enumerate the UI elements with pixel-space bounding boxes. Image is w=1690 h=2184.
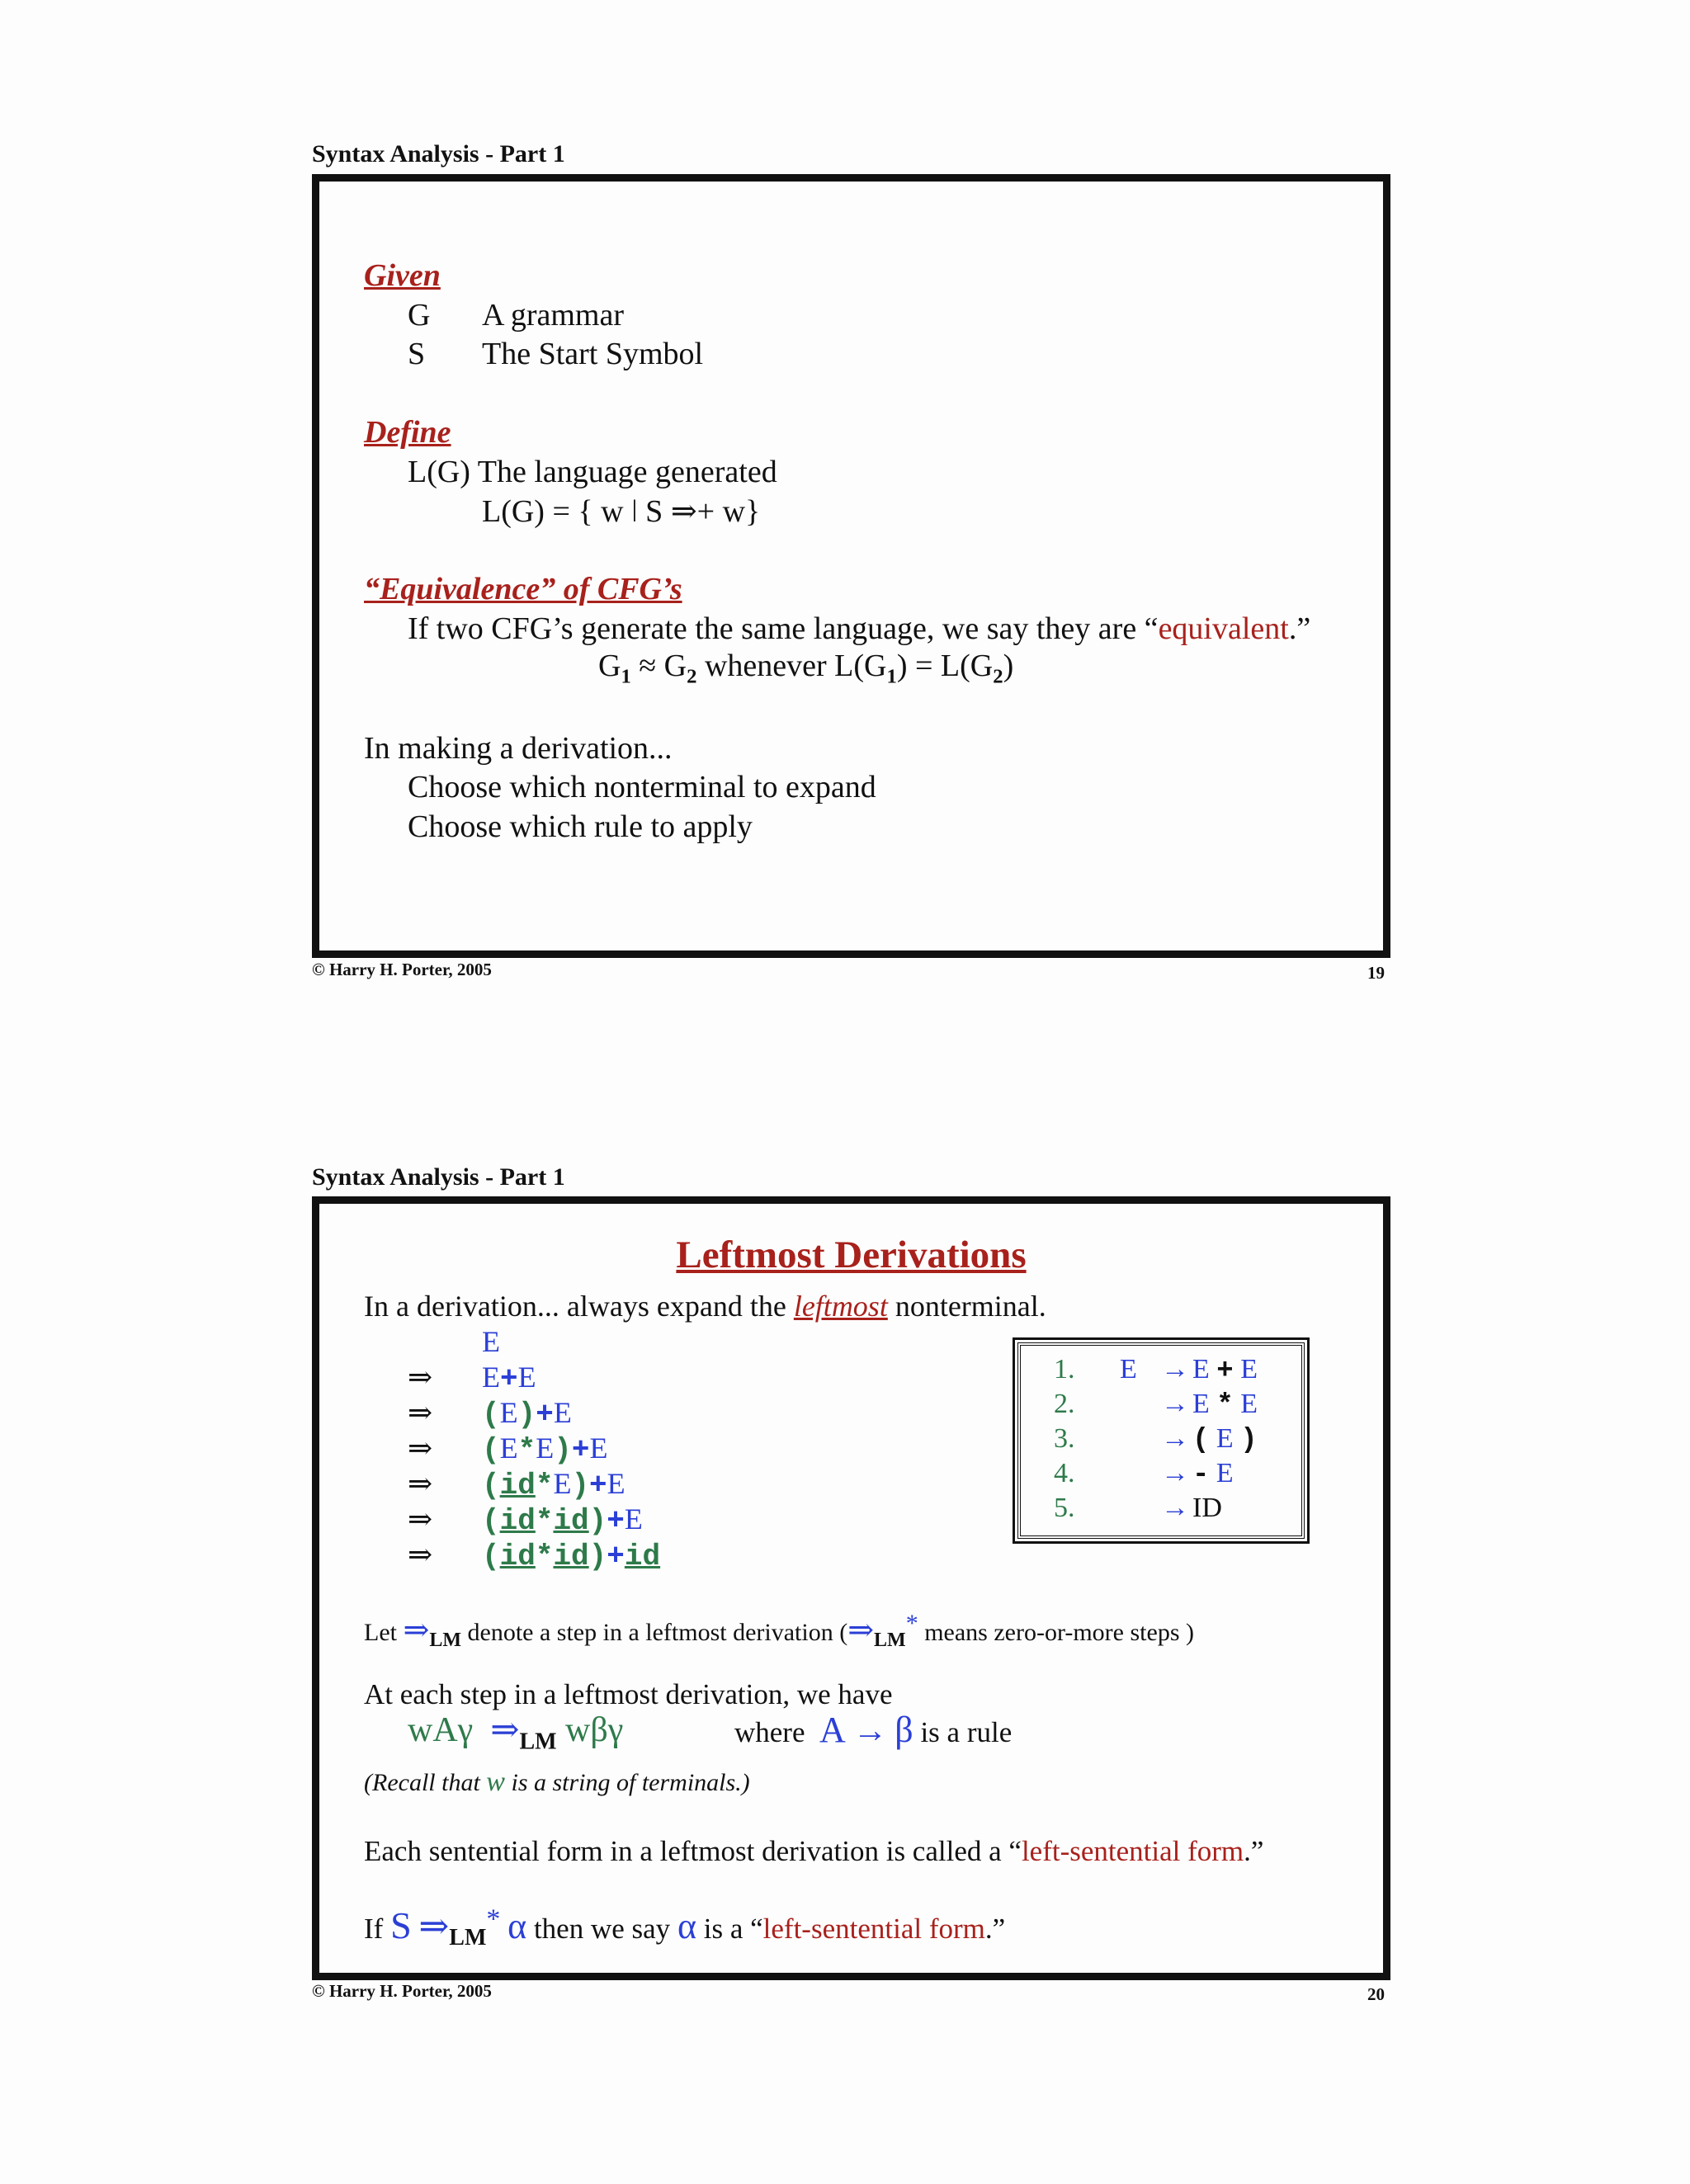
lm-sub: LM (429, 1630, 461, 1651)
if-arrow: ⇒ (418, 1906, 450, 1946)
intro-line (364, 1289, 1046, 1323)
slide2-title: Leftmost Derivations (676, 1234, 1027, 1276)
derivation-step-5: (id*id)+E (482, 1502, 643, 1538)
where-rule (734, 1709, 1012, 1751)
equivalence-heading: “Equivalence” of CFG’s (364, 572, 682, 606)
rule-2-number: 2. (1054, 1389, 1075, 1419)
leftmost-step-form (408, 1709, 623, 1755)
equivalence-line (408, 611, 1310, 647)
lm-arrow: ⇒ (403, 1613, 430, 1648)
derivation-step-3: (E*E)+E (482, 1432, 608, 1467)
slide2-footer-copyright: © Harry H. Porter, 2005 (312, 1981, 492, 2001)
lm-star-sub: LM (874, 1630, 906, 1651)
if-post: is a “ (696, 1913, 763, 1945)
rule-1-arrow: → (1161, 1354, 1189, 1384)
if-alpha: α (507, 1906, 527, 1946)
formula-sub1: 1 (621, 665, 631, 688)
formula-sub2: 2 (687, 665, 697, 688)
derivation-arrow-1: ⇒ (408, 1361, 433, 1394)
lm-star: * (905, 1610, 918, 1637)
define-line1: L(G) The language generated (408, 455, 777, 489)
formula-g1: G (598, 649, 621, 683)
recall-w: w (486, 1767, 505, 1797)
formula-eq: ) = L(G (896, 649, 994, 683)
if-end: .” (984, 1913, 1006, 1945)
choose-rule-line: Choose which rule to apply (408, 809, 753, 844)
making-derivation-line: In making a derivation... (364, 731, 673, 766)
rule-arrow: → (852, 1712, 888, 1750)
rule-1-lhs: E (1120, 1354, 1137, 1384)
let-post: means zero-or-more steps ) (918, 1619, 1194, 1646)
form-lm: LM (519, 1729, 557, 1755)
if-line (364, 1903, 1005, 1951)
equivalence-line-pre: If two CFG’s generate the same language, we say they are “ (408, 611, 1159, 646)
slide2-frame (312, 1196, 1390, 1980)
recall-pre: (Recall that (364, 1769, 487, 1796)
derivation-step-1: E+E (482, 1361, 536, 1396)
rule-3-number: 3. (1054, 1423, 1075, 1454)
let-mid: denote a step in a leftmost derivation ( (461, 1619, 848, 1646)
rule-A: A (819, 1710, 846, 1750)
is-rule: is a rule (920, 1716, 1013, 1748)
define-line2: L(G) = { w ǀ S ⇒+ w} (482, 494, 761, 529)
slide1-page-number: 19 (1367, 963, 1385, 983)
derivation-step-0: E (482, 1325, 500, 1358)
slide2-header: Syntax Analysis - Part 1 (312, 1163, 565, 1191)
if-alpha-2: α (677, 1906, 696, 1946)
rule-4-rhs: - E (1192, 1458, 1234, 1491)
rule-4-arrow: → (1161, 1458, 1189, 1488)
let-line (364, 1610, 1194, 1652)
if-star: * (486, 1903, 501, 1935)
sentential-line (364, 1835, 1263, 1868)
if-mid: then we say (526, 1913, 677, 1945)
let-pre: Let (364, 1619, 404, 1646)
grammar-rules-box (1017, 1342, 1305, 1539)
intro-leftmost: leftmost (793, 1290, 888, 1323)
rule-5-arrow: → (1161, 1493, 1189, 1523)
rule-2-arrow: → (1161, 1389, 1189, 1419)
derivation-step-2: (E)+E (482, 1396, 572, 1432)
given-row-s-desc: The Start Symbol (482, 337, 704, 371)
rule-1-number: 1. (1054, 1354, 1075, 1384)
derivation-step-6: (id*id)+id (482, 1540, 661, 1573)
equivalent-word: equivalent (1158, 611, 1289, 646)
define-heading: Define (364, 415, 451, 450)
derivation-arrow-4: ⇒ (408, 1467, 433, 1500)
formula-sub3: 1 (886, 665, 897, 688)
rule-3-arrow: → (1161, 1423, 1189, 1454)
formula-end: ) (1003, 649, 1014, 683)
rule-5-number: 5. (1054, 1493, 1075, 1523)
sentential-post: .” (1244, 1835, 1264, 1867)
sentential-pre: Each sentential form in a leftmost derivation is called a “ (364, 1835, 1022, 1867)
each-step-line: At each step in a leftmost derivation, we have (364, 1678, 893, 1710)
rule-5-rhs: ID (1192, 1493, 1222, 1523)
slide1-frame (312, 174, 1390, 958)
if-sentential-word: left-sentential form (762, 1913, 985, 1945)
derivation-step-4: (id*E)+E (482, 1467, 625, 1502)
formula-approx: ≈ G (630, 649, 687, 683)
intro-pre: In a derivation... always expand the (364, 1290, 794, 1323)
recall-note (364, 1767, 750, 1798)
formula-sub4: 2 (993, 665, 1003, 688)
equivalence-line-post: .” (1288, 611, 1311, 646)
lm-star-arrow: ⇒ (847, 1613, 875, 1648)
rule-3-rhs: ( E ) (1192, 1423, 1258, 1456)
where-word: where (734, 1716, 805, 1748)
intro-post: nonterminal. (887, 1290, 1046, 1323)
derivation-arrow-3: ⇒ (408, 1432, 433, 1465)
derivation-arrow-6: ⇒ (408, 1538, 433, 1571)
slide1-footer-copyright: © Harry H. Porter, 2005 (312, 960, 492, 979)
derivation-arrow-2: ⇒ (408, 1396, 433, 1429)
given-row-s-symbol: S (408, 337, 426, 371)
if-pre: If (364, 1913, 391, 1945)
slide2-page-number: 20 (1367, 1984, 1385, 2004)
rule-beta: β (895, 1710, 913, 1750)
formula-mid: whenever L(G (696, 649, 887, 683)
if-S: S (390, 1904, 412, 1946)
equivalence-formula (598, 648, 1013, 689)
given-row-g-symbol: G (408, 298, 431, 333)
slide1-header: Syntax Analysis - Part 1 (312, 140, 565, 167)
rule-4-number: 4. (1054, 1458, 1075, 1488)
recall-post: is a string of terminals.) (504, 1769, 750, 1796)
rule-2-rhs: E * E (1192, 1389, 1258, 1422)
form-arrow: ⇒ (490, 1711, 520, 1749)
form-right: wβγ (565, 1711, 624, 1749)
if-lm: LM (449, 1925, 487, 1951)
derivation-arrow-5: ⇒ (408, 1502, 433, 1535)
sentential-word: left-sentential form (1021, 1835, 1244, 1867)
given-heading: Given (364, 258, 441, 293)
rule-1-rhs: E + E (1192, 1354, 1258, 1387)
form-left: wAγ (408, 1711, 474, 1749)
given-row-g-desc: A grammar (482, 298, 625, 333)
choose-nonterminal-line: Choose which nonterminal to expand (408, 770, 876, 804)
